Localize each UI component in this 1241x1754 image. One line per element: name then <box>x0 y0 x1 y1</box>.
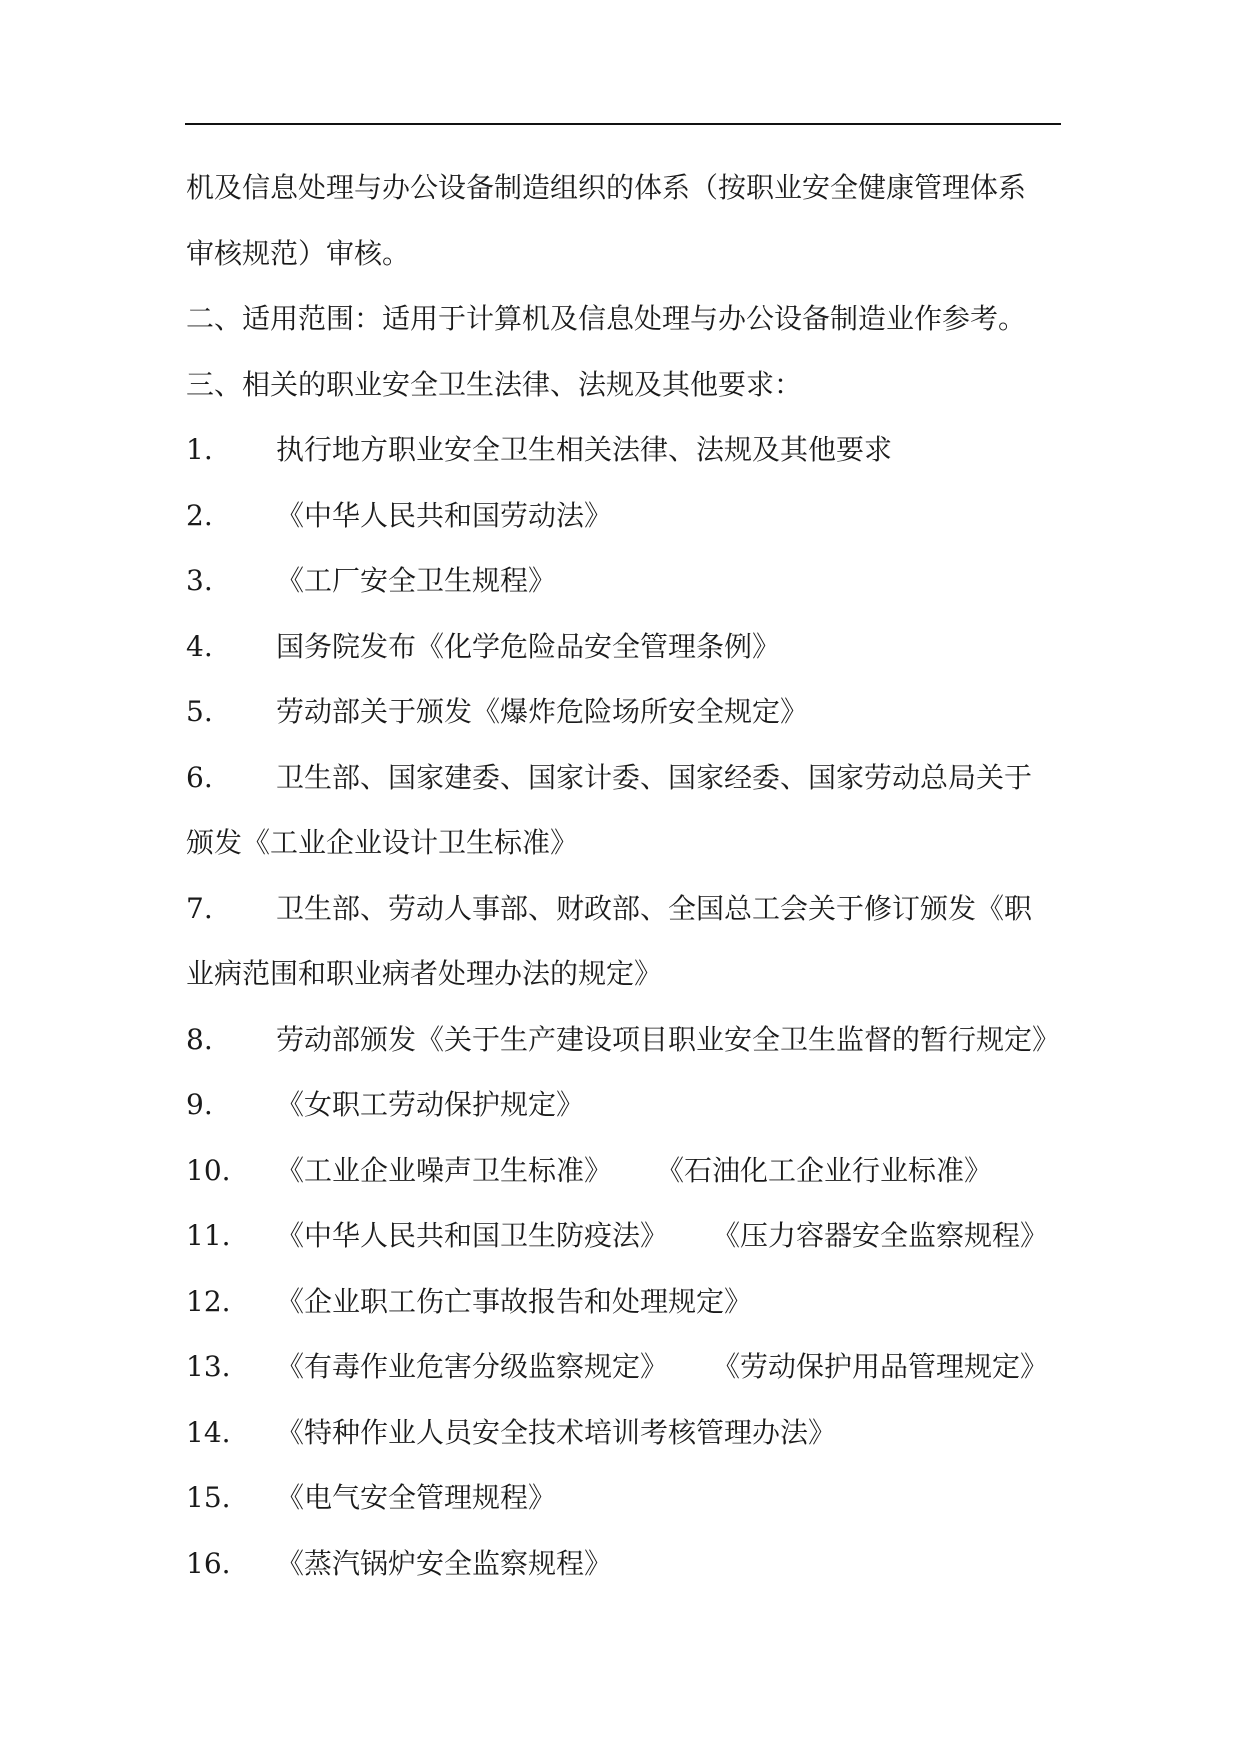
intro-line-1: 机及信息处理与办公设备制造组织的体系（按职业安全健康管理体系 <box>186 171 1027 204</box>
item-text: 《中华人民共和国卫生防疫法》 <box>276 1219 669 1252</box>
item-text: 《工业企业噪声卫生标准》 <box>276 1153 613 1187</box>
list-item-16 <box>186 1531 1076 1597</box>
list-item-15 <box>186 1465 1076 1531</box>
list-item-7-continuation: 业病范围和职业病者处理办法的规定》 <box>186 957 663 990</box>
item-number: 6. <box>186 760 213 794</box>
item-text: 《有毒作业危害分级监察规定》 <box>276 1350 669 1383</box>
item-text-secondary: 《压力容器安全监察规程》 <box>712 1219 1049 1252</box>
list-item-6 <box>186 745 1076 811</box>
item-text-secondary: 《石油化工企业行业标准》 <box>656 1153 993 1187</box>
item-number: 8. <box>186 1022 213 1056</box>
item-text-secondary: 《劳动保护用品管理规定》 <box>712 1350 1049 1383</box>
item-text: 《中华人民共和国劳动法》 <box>276 498 613 532</box>
item-text: 国务院发布《化学危险品安全管理条例》 <box>276 629 781 663</box>
item-text: 《电气安全管理规程》 <box>276 1481 557 1514</box>
item-text: 《特种作业人员安全技术培训考核管理办法》 <box>276 1415 837 1449</box>
item-text: 执行地方职业安全卫生相关法律、法规及其他要求 <box>276 433 893 466</box>
list-item-3 <box>186 548 1076 614</box>
item-number: 10. <box>186 1153 231 1187</box>
item-text: 劳动部颁发《关于生产建设项目职业安全卫生监督的暂行规定》 <box>276 1022 1061 1056</box>
list-item-5 <box>186 679 1076 745</box>
section-3-heading: 三、相关的职业安全卫生法律、法规及其他要求： <box>186 367 803 401</box>
item-number: 16. <box>186 1546 231 1580</box>
list-item-8 <box>186 1007 1076 1073</box>
item-number: 9. <box>186 1088 213 1121</box>
header-rule <box>185 123 1061 125</box>
list-item-10 <box>186 1138 1076 1204</box>
section-2-scope: 二、适用范围：适用于计算机及信息处理与办公设备制造业作参考。 <box>186 302 1027 335</box>
item-number: 11. <box>186 1219 231 1252</box>
item-number: 1. <box>186 433 213 466</box>
item-number: 2. <box>186 498 213 532</box>
list-item-11 <box>186 1203 1076 1269</box>
item-text: 卫生部、劳动人事部、财政部、全国总工会关于修订颁发《职 <box>276 891 1033 925</box>
item-number: 12. <box>186 1284 231 1318</box>
item-text: 《蒸汽锅炉安全监察规程》 <box>276 1546 613 1580</box>
list-item-6-continuation: 颁发《工业企业设计卫生标准》 <box>186 826 579 859</box>
list-item-14 <box>186 1400 1076 1466</box>
item-number: 14. <box>186 1415 231 1449</box>
list-item-13 <box>186 1334 1076 1400</box>
intro-line-2: 审核规范）审核。 <box>186 236 411 270</box>
item-text: 劳动部关于颁发《爆炸危险场所安全规定》 <box>276 695 809 728</box>
item-text: 《企业职工伤亡事故报告和处理规定》 <box>276 1284 753 1318</box>
item-text: 《女职工劳动保护规定》 <box>276 1088 585 1121</box>
item-number: 3. <box>186 564 213 597</box>
item-number: 5. <box>186 695 213 728</box>
list-item-7 <box>186 876 1076 942</box>
item-number: 4. <box>186 629 213 663</box>
item-number: 7. <box>186 891 213 925</box>
item-text: 卫生部、国家建委、国家计委、国家经委、国家劳动总局关于 <box>276 760 1033 794</box>
list-item-2 <box>186 483 1076 549</box>
list-item-9 <box>186 1072 1076 1138</box>
item-number: 15. <box>186 1481 231 1514</box>
list-item-4 <box>186 614 1076 680</box>
item-number: 13. <box>186 1350 231 1383</box>
list-item-1 <box>186 417 1076 483</box>
item-text: 《工厂安全卫生规程》 <box>276 564 557 597</box>
document-body <box>186 155 1076 1596</box>
list-item-12 <box>186 1269 1076 1335</box>
